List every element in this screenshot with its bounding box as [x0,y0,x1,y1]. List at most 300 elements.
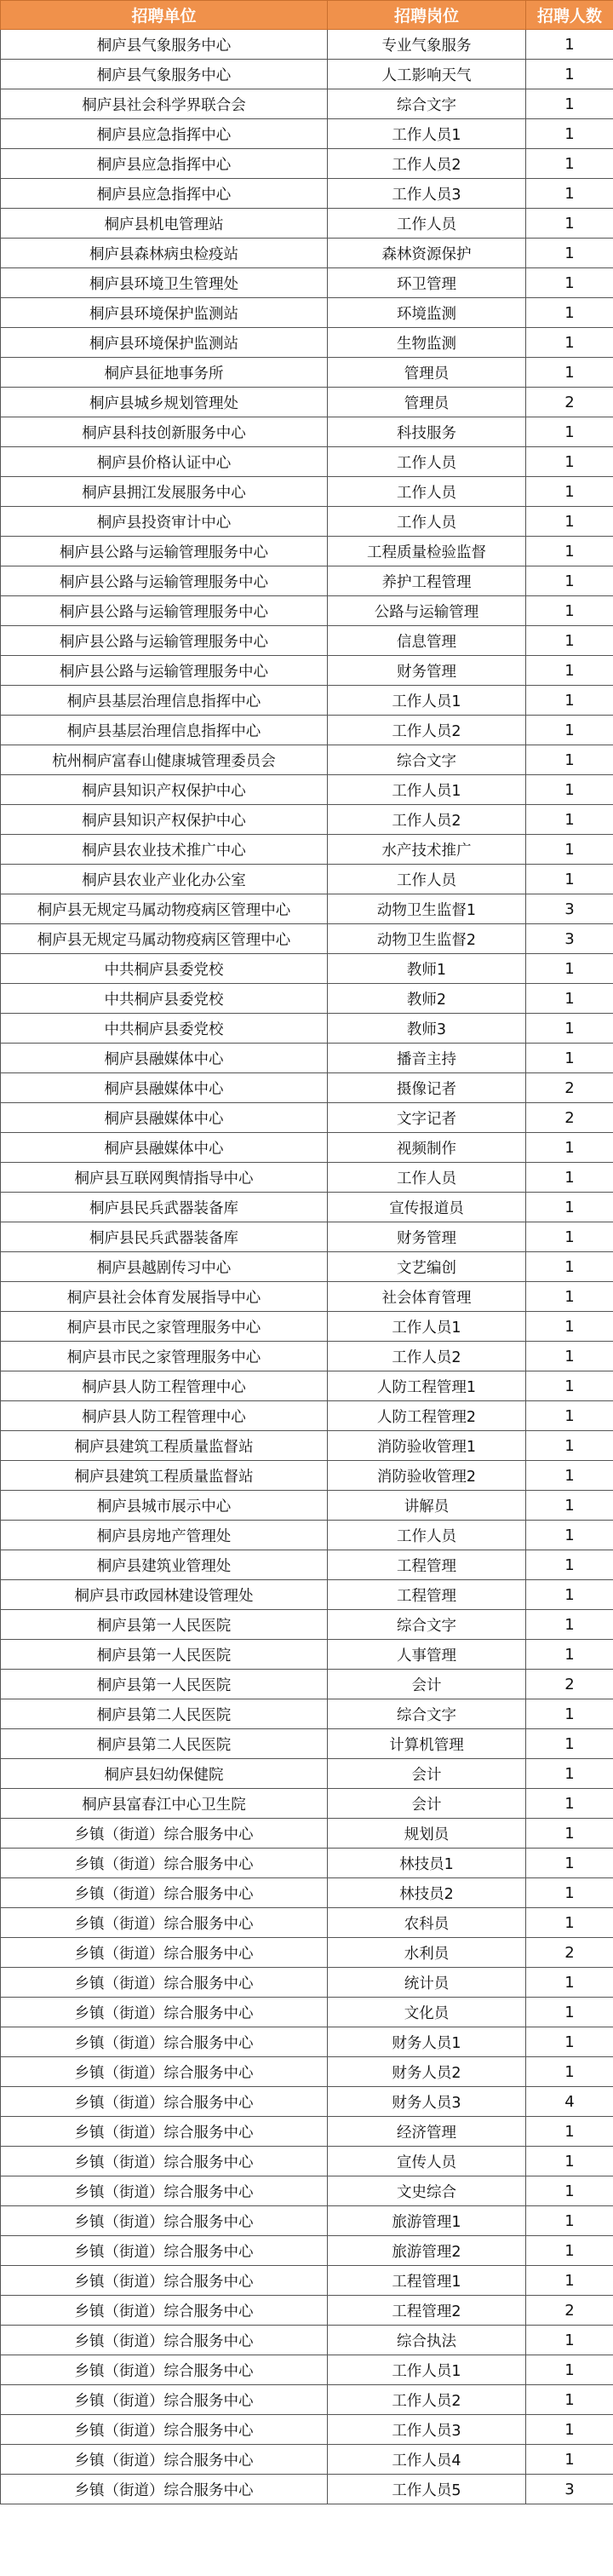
cell-count: 1 [526,2445,613,2475]
cell-position: 专业气象服务 [328,30,526,60]
table-row [1,745,613,775]
cell-unit: 乡镇（街道）综合服务中心 [1,2355,328,2385]
cell-count: 1 [526,1163,613,1193]
table-row [1,2266,613,2296]
cell-position: 工作人员 [328,477,526,507]
cell-position: 财务人员3 [328,2087,526,2117]
cell-unit: 桐庐县融媒体中心 [1,1044,328,1073]
cell-position: 工作人员1 [328,686,526,716]
cell-unit: 乡镇（街道）综合服务中心 [1,1908,328,1938]
table-row [1,1908,613,1938]
cell-count: 1 [526,1371,613,1401]
table-row [1,775,613,805]
cell-unit: 桐庐县应急指挥中心 [1,119,328,149]
cell-count: 1 [526,1968,613,1998]
cell-count: 1 [526,984,613,1014]
table-row [1,1640,613,1670]
cell-count: 1 [526,1222,613,1252]
cell-unit: 桐庐县人防工程管理中心 [1,1371,328,1401]
cell-count: 2 [526,1938,613,1968]
table-row [1,566,613,596]
cell-unit: 乡镇（街道）综合服务中心 [1,2475,328,2504]
cell-position: 人防工程管理2 [328,1401,526,1431]
cell-position: 讲解员 [328,1491,526,1521]
table-row [1,1729,613,1759]
cell-unit: 乡镇（街道）综合服务中心 [1,2296,328,2326]
cell-position: 林技员1 [328,1849,526,1878]
cell-count: 2 [526,2296,613,2326]
cell-position: 综合执法 [328,2326,526,2355]
table-row [1,1044,613,1073]
cell-count: 1 [526,507,613,537]
table-row [1,2385,613,2415]
table-row [1,417,613,447]
cell-unit: 桐庐县公路与运输管理服务中心 [1,566,328,596]
cell-unit: 桐庐县第一人民医院 [1,1610,328,1640]
table-row [1,1878,613,1908]
cell-position: 管理员 [328,388,526,417]
cell-unit: 乡镇（街道）综合服务中心 [1,1938,328,1968]
cell-count: 1 [526,2147,613,2176]
cell-position: 环境监测 [328,298,526,328]
cell-position: 播音主持 [328,1044,526,1073]
cell-position: 公路与运输管理 [328,596,526,626]
cell-position: 教师1 [328,954,526,984]
cell-count: 1 [526,179,613,209]
cell-count: 1 [526,835,613,865]
cell-position: 动物卫生监督1 [328,894,526,924]
cell-position: 文艺编创 [328,1252,526,1282]
table-row [1,1103,613,1133]
cell-unit: 乡镇（街道）综合服务中心 [1,2266,328,2296]
cell-count: 1 [526,2326,613,2355]
table-row [1,268,613,298]
table-row [1,328,613,358]
table-row [1,2445,613,2475]
cell-unit: 桐庐县民兵武器装备库 [1,1222,328,1252]
table-row [1,60,613,89]
cell-unit: 桐庐县无规定马属动物疫病区管理中心 [1,894,328,924]
cell-count: 2 [526,1103,613,1133]
table-row [1,119,613,149]
cell-count: 1 [526,2027,613,2057]
cell-unit: 乡镇（街道）综合服务中心 [1,2236,328,2266]
table-row [1,1699,613,1729]
cell-position: 综合文字 [328,89,526,119]
table-row [1,2415,613,2445]
cell-position: 工作人员2 [328,1342,526,1371]
cell-unit: 桐庐县互联网舆情指导中心 [1,1163,328,1193]
cell-count: 1 [526,1014,613,1044]
cell-count: 1 [526,1580,613,1610]
cell-count: 1 [526,1699,613,1729]
cell-position: 工作人员1 [328,1312,526,1342]
cell-position: 视频制作 [328,1133,526,1163]
cell-position: 财务管理 [328,656,526,686]
cell-unit: 桐庐县公路与运输管理服务中心 [1,626,328,656]
cell-unit: 桐庐县基层治理信息指挥中心 [1,686,328,716]
cell-position: 工作人员 [328,447,526,477]
cell-position: 会计 [328,1789,526,1819]
cell-position: 规划员 [328,1819,526,1849]
cell-count: 3 [526,894,613,924]
header-count: 招聘人数 [526,1,613,30]
cell-count: 1 [526,1729,613,1759]
cell-unit: 桐庐县第一人民医院 [1,1670,328,1699]
cell-position: 工程管理1 [328,2266,526,2296]
cell-unit: 杭州桐庐富春山健康城管理委员会 [1,745,328,775]
cell-unit: 桐庐县森林病虫检疫站 [1,239,328,268]
cell-count: 1 [526,2176,613,2206]
table-row [1,239,613,268]
cell-count: 1 [526,1461,613,1491]
table-row [1,388,613,417]
cell-position: 文史综合 [328,2176,526,2206]
table-row [1,954,613,984]
cell-count: 1 [526,566,613,596]
cell-count: 1 [526,447,613,477]
table-row [1,2027,613,2057]
cell-position: 人事管理 [328,1640,526,1670]
cell-count: 1 [526,716,613,745]
cell-unit: 桐庐县气象服务中心 [1,30,328,60]
cell-position: 会计 [328,1759,526,1789]
cell-count: 1 [526,268,613,298]
cell-unit: 乡镇（街道）综合服务中心 [1,2057,328,2087]
cell-count: 1 [526,656,613,686]
cell-unit: 乡镇（街道）综合服务中心 [1,2206,328,2236]
table-row [1,716,613,745]
table-row [1,1849,613,1878]
table-row [1,1312,613,1342]
cell-unit: 桐庐县环境保护监测站 [1,298,328,328]
cell-unit: 桐庐县妇幼保健院 [1,1759,328,1789]
cell-count: 1 [526,865,613,894]
table-row [1,507,613,537]
cell-unit: 桐庐县机电管理站 [1,209,328,239]
table-row [1,596,613,626]
cell-position: 文化员 [328,1998,526,2027]
table-row [1,1371,613,1401]
table-row [1,805,613,835]
cell-count: 1 [526,1789,613,1819]
cell-unit: 桐庐县征地事务所 [1,358,328,388]
cell-position: 财务人员2 [328,2057,526,2087]
cell-unit: 乡镇（街道）综合服务中心 [1,1849,328,1878]
cell-position: 摄像记者 [328,1073,526,1103]
cell-count: 1 [526,60,613,89]
cell-unit: 桐庐县公路与运输管理服务中心 [1,656,328,686]
cell-position: 消防验收管理2 [328,1461,526,1491]
cell-unit: 桐庐县价格认证中心 [1,447,328,477]
cell-count: 1 [526,1491,613,1521]
cell-position: 工作人员 [328,865,526,894]
cell-position: 工作人员1 [328,775,526,805]
cell-position: 社会体育管理 [328,1282,526,1312]
cell-position: 宣传报道员 [328,1193,526,1222]
cell-count: 1 [526,775,613,805]
cell-count: 1 [526,477,613,507]
cell-unit: 桐庐县建筑业管理处 [1,1550,328,1580]
table-row [1,1998,613,2027]
cell-count: 1 [526,1908,613,1938]
table-row [1,149,613,179]
cell-count: 1 [526,2415,613,2445]
cell-count: 2 [526,1670,613,1699]
cell-count: 1 [526,149,613,179]
cell-count: 1 [526,1521,613,1550]
cell-unit: 桐庐县市民之家管理服务中心 [1,1312,328,1342]
cell-unit: 桐庐县市民之家管理服务中心 [1,1342,328,1371]
cell-unit: 桐庐县第二人民医院 [1,1699,328,1729]
cell-count: 1 [526,2117,613,2147]
table-row [1,1401,613,1431]
cell-position: 人防工程管理1 [328,1371,526,1401]
cell-unit: 桐庐县无规定马属动物疫病区管理中心 [1,924,328,954]
table-row [1,30,613,60]
cell-position: 工作人员 [328,209,526,239]
cell-position: 综合文字 [328,745,526,775]
table-row [1,1610,613,1640]
cell-unit: 乡镇（街道）综合服务中心 [1,1819,328,1849]
table-row [1,924,613,954]
table-row [1,1521,613,1550]
table-row [1,2236,613,2266]
table-row [1,179,613,209]
cell-unit: 乡镇（街道）综合服务中心 [1,2385,328,2415]
cell-position: 工作人员 [328,1521,526,1550]
cell-unit: 乡镇（街道）综合服务中心 [1,2147,328,2176]
cell-count: 1 [526,417,613,447]
cell-position: 工作人员2 [328,805,526,835]
cell-position: 综合文字 [328,1610,526,1640]
cell-count: 1 [526,30,613,60]
cell-position: 文字记者 [328,1103,526,1133]
cell-count: 1 [526,298,613,328]
cell-unit: 中共桐庐县委党校 [1,984,328,1014]
cell-count: 1 [526,1312,613,1342]
cell-position: 计算机管理 [328,1729,526,1759]
cell-unit: 桐庐县民兵武器装备库 [1,1193,328,1222]
cell-unit: 乡镇（街道）综合服务中心 [1,1968,328,1998]
cell-count: 1 [526,1193,613,1222]
cell-count: 1 [526,1640,613,1670]
cell-count: 1 [526,119,613,149]
cell-unit: 桐庐县市政园林建设管理处 [1,1580,328,1610]
cell-unit: 桐庐县农业技术推广中心 [1,835,328,865]
cell-count: 1 [526,1998,613,2027]
cell-position: 统计员 [328,1968,526,1998]
table-row [1,358,613,388]
cell-unit: 桐庐县建筑工程质量监督站 [1,1431,328,1461]
cell-unit: 桐庐县农业产业化办公室 [1,865,328,894]
cell-position: 宣传人员 [328,2147,526,2176]
table-row [1,865,613,894]
cell-position: 工作人员1 [328,119,526,149]
table-row [1,2176,613,2206]
cell-count: 1 [526,2057,613,2087]
cell-position: 环卫管理 [328,268,526,298]
table-row [1,2087,613,2117]
cell-count: 1 [526,2355,613,2385]
cell-unit: 桐庐县融媒体中心 [1,1133,328,1163]
cell-count: 1 [526,626,613,656]
cell-count: 1 [526,537,613,566]
cell-unit: 乡镇（街道）综合服务中心 [1,1878,328,1908]
table-row [1,2057,613,2087]
cell-count: 1 [526,2206,613,2236]
cell-position: 管理员 [328,358,526,388]
cell-unit: 桐庐县富春江中心卫生院 [1,1789,328,1819]
cell-unit: 桐庐县第二人民医院 [1,1729,328,1759]
cell-position: 工作人员5 [328,2475,526,2504]
cell-position: 财务管理 [328,1222,526,1252]
cell-unit: 中共桐庐县委党校 [1,1014,328,1044]
cell-unit: 乡镇（街道）综合服务中心 [1,1998,328,2027]
cell-count: 4 [526,2087,613,2117]
table-row [1,2147,613,2176]
cell-position: 生物监测 [328,328,526,358]
table-row [1,835,613,865]
table-row [1,626,613,656]
table-row [1,477,613,507]
cell-position: 旅游管理1 [328,2206,526,2236]
table-row [1,1670,613,1699]
cell-unit: 乡镇（街道）综合服务中心 [1,2326,328,2355]
table-row [1,447,613,477]
cell-unit: 乡镇（街道）综合服务中心 [1,2117,328,2147]
cell-count: 1 [526,1759,613,1789]
cell-unit: 桐庐县第一人民医院 [1,1640,328,1670]
cell-count: 1 [526,2236,613,2266]
cell-count: 2 [526,1073,613,1103]
cell-count: 1 [526,239,613,268]
cell-unit: 桐庐县融媒体中心 [1,1073,328,1103]
table-row [1,2475,613,2504]
cell-count: 1 [526,1819,613,1849]
cell-position: 教师2 [328,984,526,1014]
table-row [1,1252,613,1282]
table-row [1,1014,613,1044]
cell-position: 财务人员1 [328,2027,526,2057]
cell-unit: 中共桐庐县委党校 [1,954,328,984]
cell-unit: 乡镇（街道）综合服务中心 [1,2087,328,2117]
cell-count: 1 [526,1401,613,1431]
cell-count: 1 [526,328,613,358]
cell-unit: 桐庐县公路与运输管理服务中心 [1,537,328,566]
cell-position: 科技服务 [328,417,526,447]
cell-count: 1 [526,2385,613,2415]
cell-count: 1 [526,1044,613,1073]
cell-unit: 桐庐县建筑工程质量监督站 [1,1461,328,1491]
table-row [1,298,613,328]
cell-unit: 桐庐县社会科学界联合会 [1,89,328,119]
cell-position: 综合文字 [328,1699,526,1729]
cell-count: 3 [526,2475,613,2504]
cell-unit: 桐庐县公路与运输管理服务中心 [1,596,328,626]
cell-position: 会计 [328,1670,526,1699]
table-row [1,1550,613,1580]
cell-position: 林技员2 [328,1878,526,1908]
cell-count: 1 [526,1282,613,1312]
cell-position: 工作人员 [328,1163,526,1193]
cell-unit: 桐庐县投资审计中心 [1,507,328,537]
cell-count: 1 [526,1849,613,1878]
table-row [1,686,613,716]
cell-position: 工作人员3 [328,179,526,209]
table-body [1,30,613,2504]
cell-count: 1 [526,358,613,388]
cell-count: 1 [526,805,613,835]
cell-count: 1 [526,1252,613,1282]
table-row [1,209,613,239]
cell-position: 动物卫生监督2 [328,924,526,954]
cell-count: 1 [526,1133,613,1163]
table-row [1,1819,613,1849]
cell-position: 旅游管理2 [328,2236,526,2266]
table-row [1,1282,613,1312]
cell-count: 1 [526,686,613,716]
table-row [1,2326,613,2355]
cell-count: 1 [526,596,613,626]
cell-position: 工作人员2 [328,716,526,745]
cell-position: 农科员 [328,1908,526,1938]
cell-position: 信息管理 [328,626,526,656]
cell-position: 工程质量检验监督 [328,537,526,566]
table-row [1,1789,613,1819]
header-position: 招聘岗位 [328,1,526,30]
table-row [1,1193,613,1222]
cell-position: 工作人员2 [328,2385,526,2415]
cell-count: 1 [526,89,613,119]
cell-unit: 桐庐县知识产权保护中心 [1,805,328,835]
cell-position: 养护工程管理 [328,566,526,596]
cell-position: 工作人员 [328,507,526,537]
cell-unit: 桐庐县越剧传习中心 [1,1252,328,1282]
cell-unit: 桐庐县融媒体中心 [1,1103,328,1133]
table-row [1,1759,613,1789]
table-row [1,894,613,924]
table-row [1,2296,613,2326]
cell-unit: 桐庐县房地产管理处 [1,1521,328,1550]
table-row [1,1491,613,1521]
cell-unit: 桐庐县气象服务中心 [1,60,328,89]
cell-unit: 桐庐县环境卫生管理处 [1,268,328,298]
cell-position: 工程管理 [328,1580,526,1610]
cell-unit: 桐庐县科技创新服务中心 [1,417,328,447]
table-row [1,1938,613,1968]
table-row [1,2206,613,2236]
table-row [1,1431,613,1461]
cell-position: 人工影响天气 [328,60,526,89]
cell-unit: 桐庐县知识产权保护中心 [1,775,328,805]
cell-position: 经济管理 [328,2117,526,2147]
cell-unit: 桐庐县基层治理信息指挥中心 [1,716,328,745]
cell-unit: 桐庐县社会体育发展指导中心 [1,1282,328,1312]
cell-position: 教师3 [328,1014,526,1044]
cell-count: 1 [526,954,613,984]
table-header-row [1,1,613,30]
cell-unit: 桐庐县应急指挥中心 [1,179,328,209]
cell-unit: 桐庐县城市展示中心 [1,1491,328,1521]
cell-count: 1 [526,1342,613,1371]
cell-position: 水利员 [328,1938,526,1968]
cell-count: 3 [526,924,613,954]
cell-count: 1 [526,1431,613,1461]
cell-unit: 桐庐县人防工程管理中心 [1,1401,328,1431]
cell-position: 工作人员1 [328,2355,526,2385]
table-row [1,1222,613,1252]
